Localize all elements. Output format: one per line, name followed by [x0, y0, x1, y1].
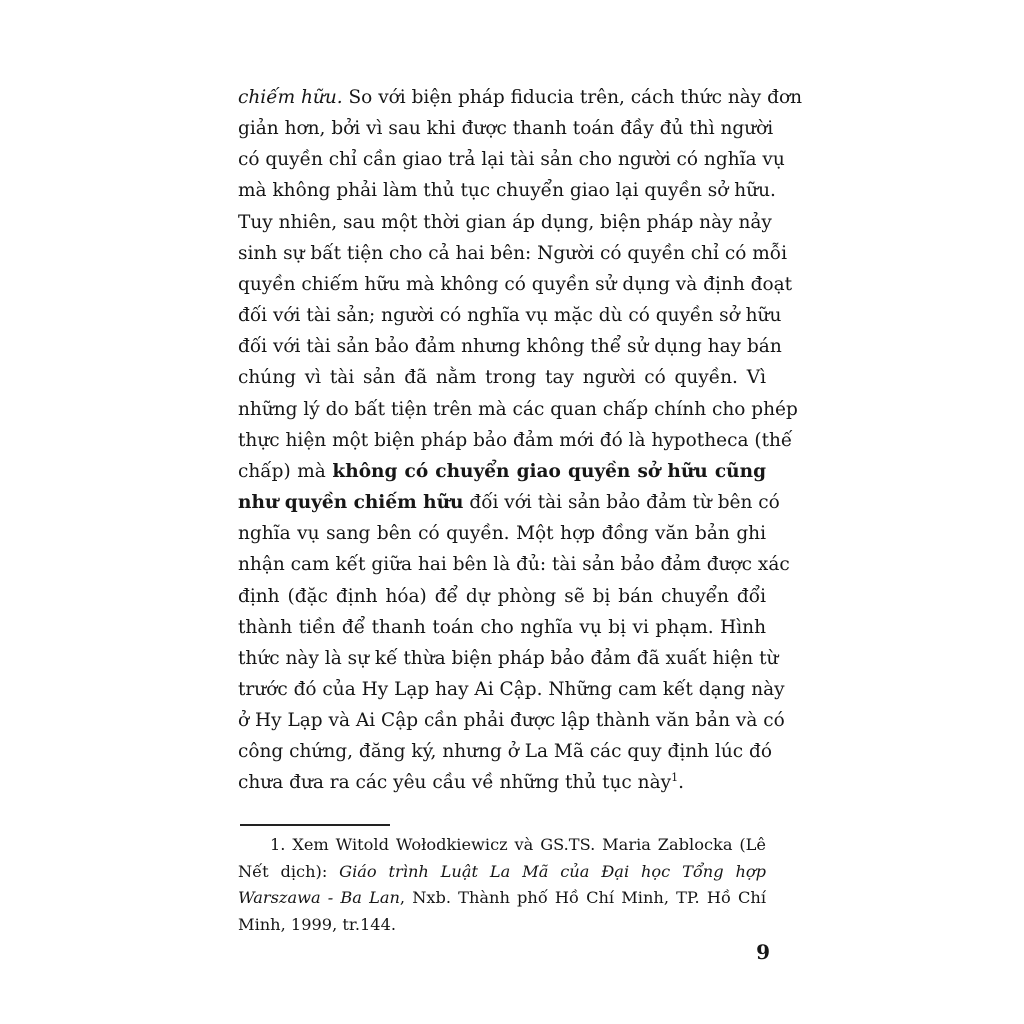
body-line: đối với tài sản; người có nghĩa vụ mặc dù có quyền sở hữu — [238, 305, 782, 327]
footnote-line: Minh, 1999, tr.144. — [238, 914, 397, 934]
page-number: 9 — [756, 940, 770, 964]
body-line: mà không phải làm thủ tục chuyển giao lại quyền sở hữu. — [238, 180, 776, 202]
body-line: nghĩa vụ sang bên có quyền. Một hợp đồng văn bản ghi — [238, 523, 766, 545]
footnote-line: Warszawa - Ba Lan, Nxb. Thành phố Hồ Chí Minh, TP. Hồ Chí — [238, 888, 766, 907]
body-line: có quyền chỉ cần giao trả lại tài sản cho người có nghĩa vụ — [238, 149, 785, 171]
footnote-divider — [240, 824, 390, 826]
body-line: thức này là sự kế thừa biện pháp bảo đảm đã xuất hiện từ — [238, 647, 779, 669]
body-line: chấp) mà không có chuyển giao quyền sở hữu cũng — [238, 460, 767, 482]
footnote-marker[interactable]: 1 — [671, 771, 679, 785]
footnote-line: Nết dịch): Giáo trình Luật La Mã của Đại học Tổng hợp — [238, 861, 766, 881]
body-line: giản hơn, bởi vì sau khi được thanh toán đầy đủ thì người — [238, 118, 774, 140]
body-line: như quyền chiếm hữu đối với tài sản bảo đảm từ bên có — [238, 492, 780, 514]
book-title: Warszawa - Ba Lan — [238, 888, 400, 907]
bold-emphasis: như quyền chiếm hữu — [238, 492, 464, 514]
footnote — [238, 832, 766, 938]
body-line: chiếm hữu. So với biện pháp fiducia trên, cách thức này đơn — [238, 87, 803, 108]
body-line: nhận cam kết giữa hai bên là đủ: tài sản bảo đảm được xác — [238, 554, 790, 576]
body-line: ở Hy Lạp và Ai Cập cần phải được lập thành văn bản và có — [238, 710, 785, 732]
bold-emphasis: không có chuyển giao quyền sở hữu cũng — [332, 460, 767, 482]
footnote-line: 1. Xem Witold Wołodkiewicz và GS.TS. Maria Zablocka (Lê — [270, 835, 766, 854]
body-line: thành tiền để thanh toán cho nghĩa vụ bị vi phạm. Hình — [238, 616, 766, 638]
body-line: sinh sự bất tiện cho cả hai bên: Người có quyền chỉ có mỗi — [238, 242, 788, 264]
body-line: công chứng, đăng ký, nhưng ở La Mã các quy định lúc đó — [238, 741, 773, 763]
body-line: định (đặc định hóa) để dự phòng sẽ bị bán chuyển đổi — [238, 585, 766, 607]
body-line: chưa đưa ra các yêu cầu về những thủ tục này$^1$. — [238, 771, 684, 794]
body-line: Tuy nhiên, sau một thời gian áp dụng, biện pháp này nảy — [238, 211, 772, 233]
book-title: Giáo trình Luật La Mã của Đại học Tổng hợp — [339, 861, 766, 881]
body-line: đối với tài sản bảo đảm nhưng không thể sử dụng hay bán — [238, 336, 782, 358]
body-line: những lý do bất tiện trên mà các quan chấp chính cho phép — [238, 398, 798, 420]
italic-term: chiếm hữu. — [238, 87, 343, 108]
body-line: trước đó của Hy Lạp hay Ai Cập. Những cam kết dạng này — [238, 678, 785, 700]
body-text — [238, 82, 803, 799]
body-line: chúng vì tài sản đã nằm trong tay người có quyền. Vì — [238, 367, 766, 389]
body-line: quyền chiếm hữu mà không có quyền sử dụng và định đoạt — [238, 273, 793, 295]
body-line: thực hiện một biện pháp bảo đảm mới đó là hypotheca (thế — [238, 429, 793, 451]
